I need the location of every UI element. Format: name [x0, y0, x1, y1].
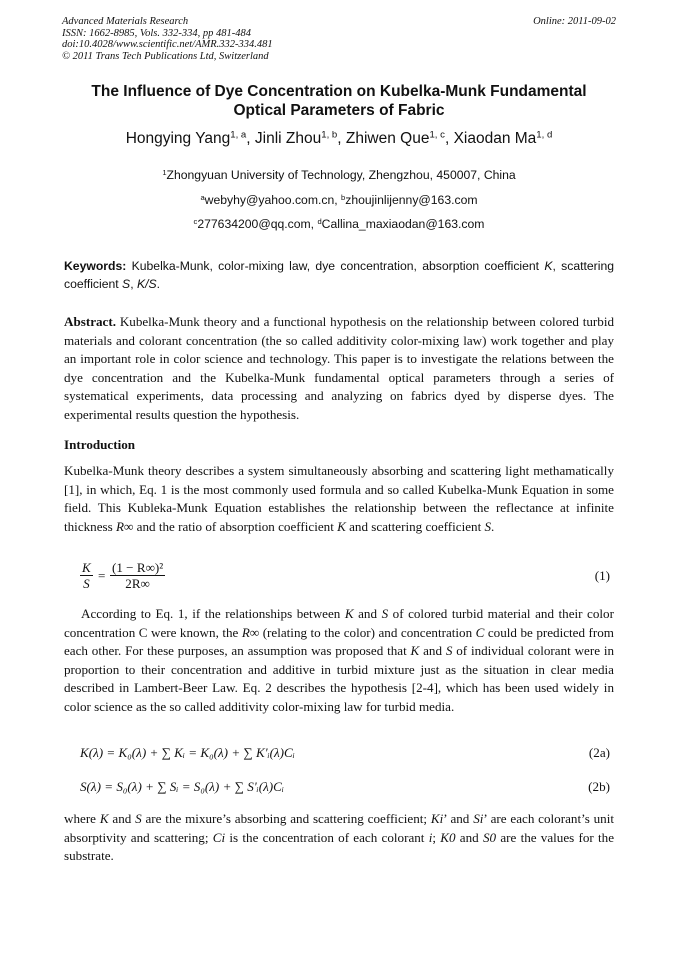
doi-line: doi:10.4028/www.scientific.net/AMR.332-334.481 — [62, 39, 273, 50]
keyword-ks: K/S — [136, 277, 157, 291]
symbol-s: S — [381, 606, 389, 621]
fraction-denominator: S — [83, 576, 90, 591]
author-sup: 1, b — [321, 129, 338, 141]
intro-paragraph-1 — [64, 462, 614, 536]
paragraph-text: and — [112, 811, 132, 826]
keyword-s: S — [122, 277, 131, 291]
journal-header — [62, 16, 616, 62]
keywords-text: . — [156, 277, 161, 291]
email-c: 277634200@qq.com, — [197, 217, 315, 231]
paragraph-text: (relating to the color) and concentration — [262, 624, 473, 640]
paragraph-text: where — [64, 811, 96, 826]
fraction-numerator: K — [82, 560, 91, 575]
paragraph-text: ’ are each colorant’s unit absorptivity and scattering; — [64, 811, 615, 845]
equation-2a-body: K(λ) = K₀(λ) + ∑ Kᵢ = K₀(λ) + ∑ K'ᵢ(λ)Cᵢ — [80, 745, 295, 760]
keywords — [64, 257, 614, 293]
paragraph-text: and the ratio of absorption coefficient — [136, 518, 334, 534]
paragraph-text: of individual colorant were in proportion to their concentration and additive in turbid mixture just as the situation in clear media described in Lambert-Beer Law. Eq. 2 describes the hypothesis [2-4], which has been used widely in color science as the so called additivity color-mixing law for turbid media. — [64, 643, 615, 714]
symbol-i: i — [428, 829, 433, 845]
symbol-k: K — [99, 811, 109, 826]
abstract — [64, 313, 614, 424]
symbol-s: S — [135, 811, 142, 826]
paragraph-text: of colored turbid material and their color concentration C were known, the — [64, 606, 614, 640]
author-sup: 1, a — [230, 129, 247, 141]
author-sup: 1, c — [429, 129, 445, 141]
paragraph-text: and — [423, 643, 443, 658]
title-line-1: The Influence of Dye Concentration on Kubelka-Munk Fundamental — [91, 83, 587, 100]
paragraph-text: could be predicted from each other. For these purposes, an assumption was proposed that — [64, 624, 614, 658]
paragraph-text: and scattering coefficient — [349, 518, 482, 534]
fraction-denominator: 2R∞ — [125, 576, 150, 591]
title-line-2: Optical Parameters of Fabric — [233, 102, 445, 119]
author-name: Zhiwen Que — [345, 130, 430, 147]
abstract-text: Kubelka-Munk theory and a functional hypothesis on the relationship between colored turbid materials and colorant concentration (the so called additivity color-mixing law) work together and play an important role in color science and technology. This paper is to investigate the relations between the dye concentration and the Kubelka-Munk fundamental optical parameters through a series of systematical experiments, data processing and analyzing on fabrics dyed by disperse dyes. The experimental results question the hypothesis. — [64, 314, 614, 422]
affiliation-text: Zhongyuan University of Technology, Zhengzhou, 450007, China — [166, 168, 516, 182]
equation-2a — [64, 743, 614, 779]
fraction-numerator: (1 − R∞)² — [112, 560, 164, 575]
email-sup: b — [341, 192, 346, 202]
symbol-ci: Ci — [212, 829, 226, 845]
equals-sign: = — [98, 568, 106, 583]
issn-line: ISSN: 1662-8985, Vols. 332-334, pp 481-484 — [62, 27, 251, 39]
symbol-s: S — [484, 518, 492, 534]
r-infinity: R∞ — [241, 624, 260, 640]
paragraph-text: ; — [432, 829, 436, 845]
affiliation — [40, 168, 638, 182]
journal-name: Advanced Materials Research — [62, 16, 189, 27]
symbol-si: Si — [473, 811, 484, 826]
symbol-s0: S0 — [482, 829, 497, 845]
email-d: Callina_maxiaodan@163.com — [321, 217, 485, 231]
paragraph-text: . — [491, 518, 495, 534]
keywords-text: Kubelka-Munk, color-mixing law, dye concentration, absorption coefficient — [131, 259, 540, 273]
author-name: Xiaodan Ma — [453, 130, 537, 147]
symbol-k0: K0 — [440, 829, 456, 845]
email-b: zhoujinlijenny@163.com — [345, 193, 478, 207]
equation-number: (2a) — [588, 745, 610, 760]
equation-2b-body: S(λ) = S₀(λ) + ∑ Sᵢ = S₀(λ) + ∑ S'ᵢ(λ)Cᵢ — [80, 779, 284, 794]
email-line-2 — [40, 217, 638, 231]
paragraph-text: and — [358, 606, 378, 621]
keywords-label: Keywords: — [64, 259, 127, 273]
intro-paragraph-3 — [64, 810, 614, 866]
intro-paragraph-2 — [64, 605, 614, 716]
r-infinity: R∞ — [116, 518, 134, 534]
symbol-k: K — [410, 643, 420, 658]
equation-number: (2b) — [588, 779, 610, 794]
keywords-text: , scattering coefficient — [64, 259, 615, 291]
email-a: webyhy@yahoo.com.cn, — [204, 193, 338, 207]
email-sup: c — [193, 216, 198, 226]
paragraph-text: According to Eq. 1, if the relationships between — [81, 606, 341, 621]
affiliation-sup: 1 — [162, 167, 167, 177]
abstract-label: Abstract. — [64, 314, 116, 329]
copyright-line: © 2011 Trans Tech Publications Ltd, Switzerland — [62, 50, 269, 62]
symbol-ki: Ki — [430, 811, 444, 826]
paragraph-text: are the mixure’s absorbing and scattering coefficient; — [145, 811, 428, 826]
symbol-c: C — [475, 624, 485, 640]
email-sup: a — [200, 192, 205, 202]
author-list: Hongying Yang$^{1, a}$, Jinli Zhou$^{1, b}$, Zhiwen Que$^{1, c}$, Xiaodan Ma$^{1, d}$ — [125, 129, 553, 147]
symbol-s: S — [445, 643, 453, 658]
paragraph-text: are the values for the substrate. — [64, 829, 615, 863]
paragraph-text: Kubelka-Munk theory describes a system simultaneously absorbing and scattering light methamatically [1], in which, Eq. 1 is the most commonly used formula and so called Kubelka-Munk Equation in some field. This Kubleka-Munk Equation establishes the relationship between the reflectance at infinite thickness — [64, 463, 614, 534]
symbol-k: K — [337, 518, 346, 534]
keywords-text: , — [130, 277, 134, 291]
paragraph-text: ’ and — [443, 811, 470, 826]
equation-number: (1) — [594, 568, 610, 583]
online-date: Online: 2011-09-02 — [533, 16, 616, 27]
email-sup: d — [317, 216, 322, 226]
paragraph-text: and — [459, 829, 479, 845]
author-name: Hongying Yang — [125, 130, 231, 147]
author-sup: 1, d — [536, 129, 553, 141]
equation-2b — [64, 777, 614, 813]
paper-title — [60, 82, 618, 120]
equation-1 — [64, 560, 614, 596]
author-name: Jinli Zhou — [254, 130, 322, 147]
fraction-reflectance — [110, 560, 165, 591]
email-line-1 — [40, 193, 638, 207]
paragraph-text: is the concentration of each colorant — [229, 829, 425, 845]
symbol-k: K — [344, 606, 354, 621]
fraction-k-over-s — [80, 560, 93, 591]
keyword-k: K — [544, 259, 553, 273]
section-heading-introduction: Introduction — [64, 437, 136, 452]
